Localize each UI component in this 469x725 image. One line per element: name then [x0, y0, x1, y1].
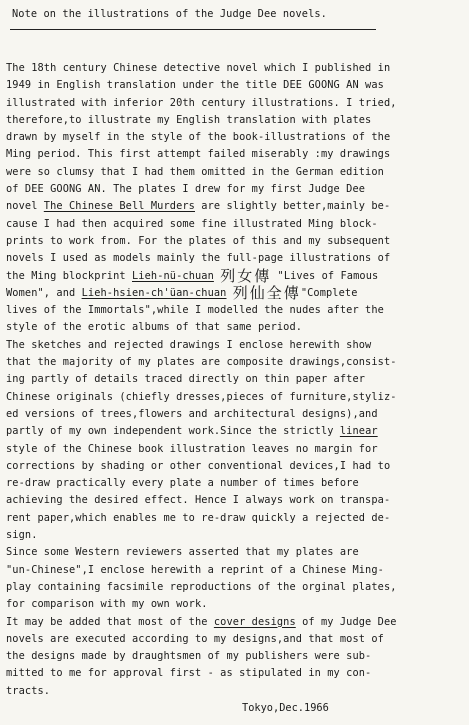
text-segment: "Complete	[300, 286, 358, 299]
text-line: prints to work from. For the plates of this and my subsequent	[6, 234, 391, 247]
text-segment: It may be added that most of the	[6, 615, 214, 628]
chinese-characters-lieh-hsien: 列仙全傳	[232, 283, 301, 302]
text-line: illustrated with inferior 20th century illustrations. I tried,	[6, 96, 397, 109]
text-line: drawn by myself in the style of the book-illustrations of the	[6, 131, 391, 144]
text-line	[6, 268, 466, 285]
text-line: Ming period. This first attempt failed miserably :my drawings	[6, 148, 391, 161]
book-title-lieh-nu-chuan: Lieh-nü-chuan	[132, 269, 214, 282]
place-date-signature: Tokyo,Dec.1966	[242, 702, 329, 714]
title-underline	[10, 29, 376, 30]
text-line: "un-Chinese",I enclose herewith a reprint of a Chinese Ming-	[6, 563, 384, 576]
text-segment: partly of my own independent work.Since the strictly	[6, 425, 340, 438]
text-segment: novel	[6, 200, 44, 213]
text-line	[6, 198, 466, 215]
text-line: lives of the Immortals",while I modelled the nudes after the	[6, 304, 384, 317]
text-line: therefore,to illustrate my English translation with plates	[6, 113, 372, 126]
underlined-word-linear: linear	[339, 425, 378, 438]
document-title: Note on the illustrations of the Judge Dee novels.	[12, 8, 327, 20]
underlined-phrase-cover-designs: cover designs	[213, 615, 296, 628]
text-line: style of the Chinese book illustration leaves no margin for	[6, 442, 378, 455]
book-title-bell-murders: The Chinese Bell Murders	[43, 200, 195, 213]
text-line: The sketches and rejected drawings I enclose herewith show	[6, 338, 372, 351]
text-line	[6, 285, 466, 302]
text-line: were so clumsy that I had them omitted in the German edition	[6, 165, 384, 178]
text-line: Chinese originals (chiefly dresses,pieces of furniture,styliz-	[6, 390, 397, 403]
text-line: that the majority of my plates are composite drawings,consist-	[6, 356, 397, 369]
text-line: rent paper,which enables me to re-draw quickly a rejected de-	[6, 511, 391, 524]
text-line: corrections by shading or other conventional devices,I had to	[6, 459, 391, 472]
text-line: tracts.	[6, 684, 51, 697]
text-line: style of the erotic albums of that same period.	[6, 321, 303, 334]
chinese-characters-lieh-nu-chuan: 列女傳	[220, 266, 272, 285]
text-line: The 18th century Chinese detective novel which I published in	[6, 62, 391, 74]
text-line: ing partly of details traced directly on thin paper after	[6, 373, 366, 386]
text-line: ed versions of trees,flowers and architectural designs),and	[6, 407, 378, 420]
text-segment: of my Judge Dee	[295, 615, 397, 628]
text-line: for comparison with my own work.	[6, 598, 208, 611]
text-line: cause I had then acquired some fine illustrated Ming block-	[6, 217, 378, 230]
text-line: novels I used as models mainly the full-page illustrations of	[6, 252, 391, 265]
document-body	[6, 60, 466, 700]
text-segment: "Lives of Famous	[271, 269, 379, 282]
text-segment: are slightly better,mainly be-	[194, 200, 391, 213]
text-line: the designs made by draughtsmen of my publishers were sub-	[6, 650, 372, 663]
book-title-lieh-hsien: Lieh-hsien-ch'üan-chuan	[81, 286, 227, 299]
text-line: Since some Western reviewers asserted that my plates are	[6, 546, 359, 559]
text-line: mitted to me for approval first - as stipulated in my con-	[6, 667, 372, 680]
text-line: of DEE GOONG AN. The plates I drew for my first Judge Dee	[6, 183, 366, 196]
text-line	[6, 423, 466, 440]
text-segment: the Ming blockprint	[6, 269, 132, 282]
text-line	[6, 614, 466, 631]
text-line: novels are executed according to my designs,and that most of	[6, 632, 384, 645]
text-segment: Women", and	[6, 286, 82, 299]
text-line: achieving the desired effect. Hence I always work on transpa-	[6, 494, 391, 507]
text-line: play containing facsimile reproductions of the orginal plates,	[6, 580, 397, 593]
text-line: 1949 in English translation under the title DEE GOONG AN was	[6, 79, 384, 92]
text-line: sign.	[6, 529, 38, 542]
text-line: re-draw practically every plate a number of times before	[6, 477, 359, 490]
